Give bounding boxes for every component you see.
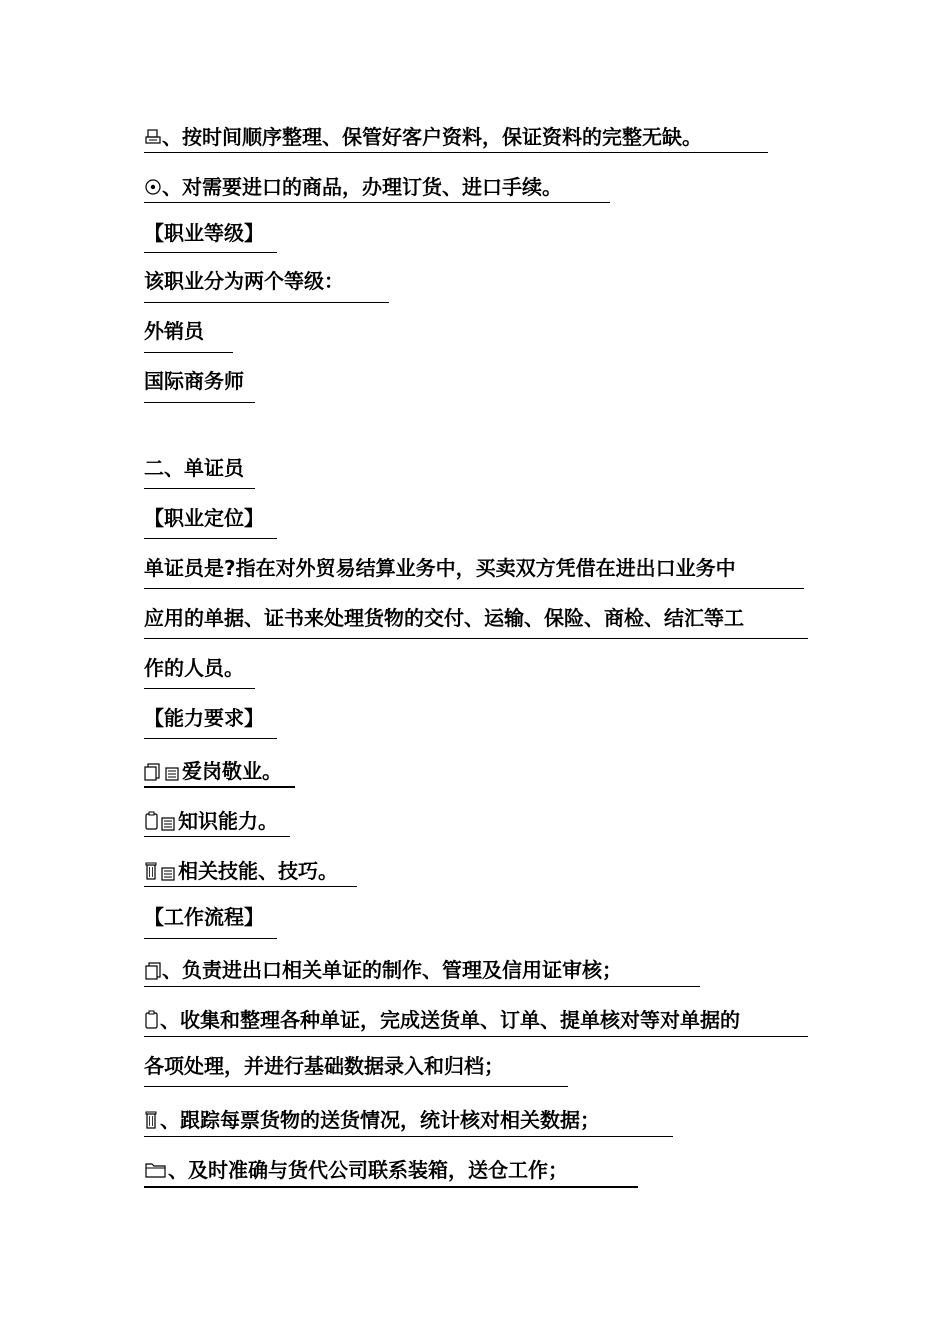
trash-icon xyxy=(144,861,178,881)
folder-icon xyxy=(144,1160,168,1180)
line-text: 【职业等级】 xyxy=(144,221,264,245)
line-text: 作的人员。 xyxy=(144,656,244,680)
underline xyxy=(144,938,277,939)
underline xyxy=(144,1086,568,1087)
ability-item xyxy=(144,806,278,836)
underline xyxy=(144,1136,673,1137)
paragraph-line xyxy=(144,603,744,633)
clipboard-icon xyxy=(144,1010,160,1030)
underline xyxy=(144,252,277,253)
line-text: 国际商务师 xyxy=(144,369,244,393)
underline xyxy=(144,488,255,489)
workflow-item-continued xyxy=(144,1051,504,1081)
underline xyxy=(144,836,290,837)
line-text: 爱岗敬业。 xyxy=(182,759,282,783)
line-text: 单证员是?指在对外贸易结算业务中，买卖双方凭借在进出口业务中 xyxy=(144,556,736,580)
underline xyxy=(144,588,804,589)
underline xyxy=(144,402,255,403)
underline xyxy=(144,152,768,153)
underline xyxy=(144,986,700,987)
section-heading-position xyxy=(144,503,264,533)
section-heading-ability xyxy=(144,703,264,733)
clipboard-icon xyxy=(144,811,178,831)
underline xyxy=(144,638,808,639)
underline xyxy=(144,352,233,353)
line-text: 、负责进出口相关单证的制作、管理及信用证审核； xyxy=(162,958,622,982)
ability-item xyxy=(144,756,282,786)
level-item xyxy=(144,366,244,396)
paragraph-line xyxy=(144,653,244,683)
line-text: 、按时间顺序整理、保管好客户资料，保证资料的完整无缺。 xyxy=(162,125,702,149)
line-text: 、及时准确与货代公司联系装箱，送仓工作； xyxy=(168,1158,568,1182)
section-heading-workflow xyxy=(144,902,264,932)
line-text: 【职业定位】 xyxy=(144,506,264,530)
section-title xyxy=(144,453,244,483)
radio-icon xyxy=(144,178,162,196)
line-text: 、对需要进口的商品，办理订货、进口手续。 xyxy=(162,175,562,199)
documents-icon xyxy=(144,761,182,781)
line-text: 知识能力。 xyxy=(178,809,278,833)
paragraph-line xyxy=(144,553,736,583)
printer-icon xyxy=(144,128,162,146)
documents-icon xyxy=(144,960,162,980)
line-text: 应用的单据、证书来处理货物的交付、运输、保险、商检、结汇等工 xyxy=(144,606,744,630)
line-text: 相关技能、技巧。 xyxy=(178,859,338,883)
workflow-item xyxy=(144,1005,740,1035)
underline xyxy=(144,202,610,203)
underline xyxy=(144,302,389,303)
underline xyxy=(144,1186,638,1188)
line-text: 二、单证员 xyxy=(144,456,244,480)
trash-icon xyxy=(144,1110,160,1130)
underline xyxy=(144,886,357,887)
work-item-import xyxy=(144,172,562,202)
section-heading-level xyxy=(144,218,264,248)
line-text: 各项处理，并进行基础数据录入和归档； xyxy=(144,1054,504,1078)
line-text: 、收集和整理各种单证，完成送货单、订单、提单核对等对单据的 xyxy=(160,1008,740,1032)
line-text: 该职业分为两个等级： xyxy=(144,269,344,293)
workflow-item xyxy=(144,955,622,985)
underline xyxy=(144,688,255,689)
ability-item xyxy=(144,856,338,886)
underline xyxy=(144,1036,808,1037)
workflow-item xyxy=(144,1105,600,1135)
line-text: 【能力要求】 xyxy=(144,706,264,730)
underline xyxy=(144,738,277,739)
work-item-archive xyxy=(144,122,702,152)
level-item xyxy=(144,316,204,346)
underline xyxy=(144,538,277,539)
workflow-item xyxy=(144,1155,568,1185)
level-intro xyxy=(144,266,344,296)
line-text: 、跟踪每票货物的送货情况，统计核对相关数据； xyxy=(160,1108,600,1132)
line-text: 外销员 xyxy=(144,319,204,343)
underline xyxy=(144,786,295,788)
line-text: 【工作流程】 xyxy=(144,905,264,929)
